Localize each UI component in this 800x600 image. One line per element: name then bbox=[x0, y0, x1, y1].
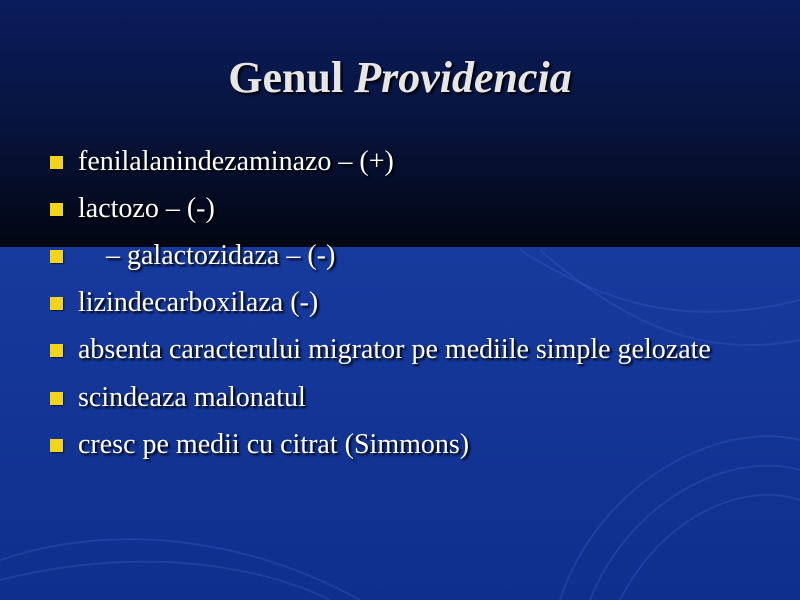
square-bullet-icon bbox=[50, 392, 63, 405]
list-item bbox=[0, 146, 800, 178]
title-italic: Providencia bbox=[354, 53, 572, 102]
square-bullet-icon bbox=[50, 203, 63, 216]
square-bullet-icon bbox=[50, 156, 63, 169]
square-bullet-icon bbox=[50, 250, 63, 263]
bullet-text: fenilalanindezaminazo – (+) bbox=[78, 146, 394, 177]
title-regular: Genul bbox=[228, 53, 344, 102]
list-item bbox=[0, 240, 800, 272]
square-bullet-icon bbox=[50, 344, 63, 357]
list-item bbox=[0, 287, 800, 319]
square-bullet-icon bbox=[50, 439, 63, 452]
square-bullet-icon bbox=[50, 297, 63, 310]
list-item bbox=[0, 382, 800, 414]
list-item bbox=[0, 193, 800, 225]
list-item bbox=[0, 334, 800, 366]
bullet-list bbox=[0, 146, 800, 476]
bullet-text: – galactozidaza – (-) bbox=[106, 240, 336, 271]
bullet-text: lizindecarboxilaza (-) bbox=[78, 287, 319, 318]
slide-title bbox=[0, 52, 800, 103]
bullet-text: cresc pe medii cu citrat (Simmons) bbox=[78, 429, 470, 460]
list-item bbox=[0, 429, 800, 461]
bullet-text: scindeaza malonatul bbox=[78, 382, 306, 413]
bullet-text: lactozo – (-) bbox=[78, 193, 215, 224]
bullet-text: absenta caracterului migrator pe mediile simple gelozate bbox=[78, 334, 711, 365]
